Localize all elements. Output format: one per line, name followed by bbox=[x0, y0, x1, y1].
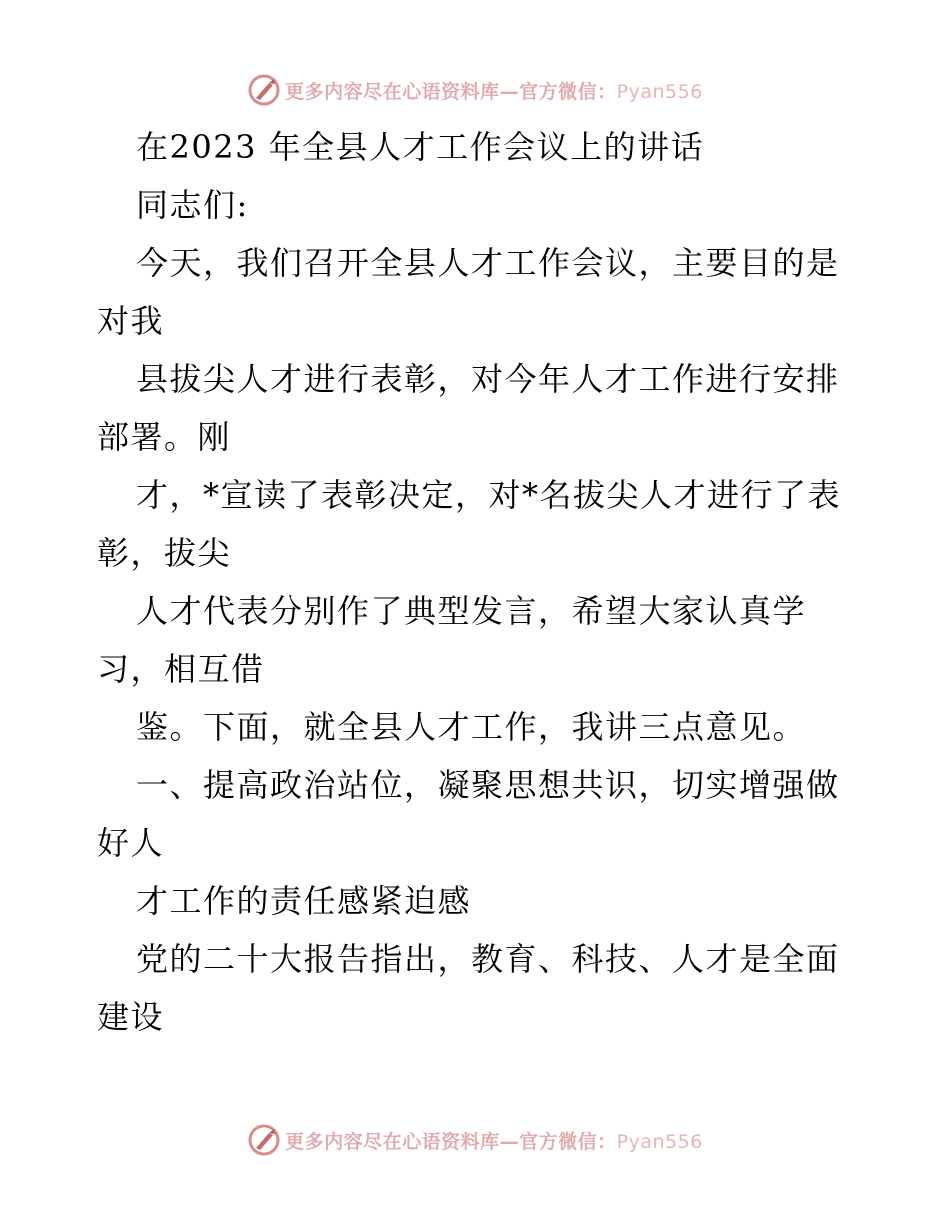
watermark-text: 更多内容尽在心语资料库—官方微信：Pyan556 bbox=[285, 80, 703, 103]
document-line: 今天，我们召开全县人才工作会议，主要目的是 bbox=[136, 244, 840, 282]
document-line: 才工作的责任感紧迫感 bbox=[136, 882, 472, 920]
document-line: 在2023 年全县人才工作会议上的讲话 bbox=[136, 128, 705, 166]
document-line: 县拔尖人才进行表彰，对今年人才工作进行安排 bbox=[136, 360, 840, 398]
document-line: 党的二十大报告指出，教育、科技、人才是全面 bbox=[136, 940, 840, 978]
watermark-header bbox=[0, 70, 950, 110]
quill-logo-icon bbox=[247, 73, 281, 107]
watermark-footer bbox=[0, 1120, 950, 1160]
watermark-text: 更多内容尽在心语资料库—官方微信：Pyan556 bbox=[285, 1130, 703, 1153]
document-line: 习，相互借 bbox=[97, 650, 265, 688]
document-line: 部署。刚 bbox=[97, 418, 232, 456]
document-line: 才，*宣读了表彰决定，对*名拔尖人才进行了表 bbox=[136, 476, 842, 514]
document-line: 彰，拔尖 bbox=[97, 534, 232, 572]
document-line: 人才代表分别作了典型发言，希望大家认真学 bbox=[136, 592, 807, 630]
quill-logo-icon bbox=[247, 1123, 281, 1157]
document-line: 好人 bbox=[97, 824, 165, 862]
document-body bbox=[97, 118, 877, 1046]
document-line: 对我 bbox=[97, 302, 165, 340]
document-line: 一、提高政治站位，凝聚思想共识，切实增强做 bbox=[136, 766, 840, 804]
document-line: 鉴。下面，就全县人才工作，我讲三点意见。 bbox=[136, 708, 807, 746]
document-line: 建设 bbox=[97, 998, 165, 1036]
document-line: 同志们: bbox=[136, 186, 249, 224]
